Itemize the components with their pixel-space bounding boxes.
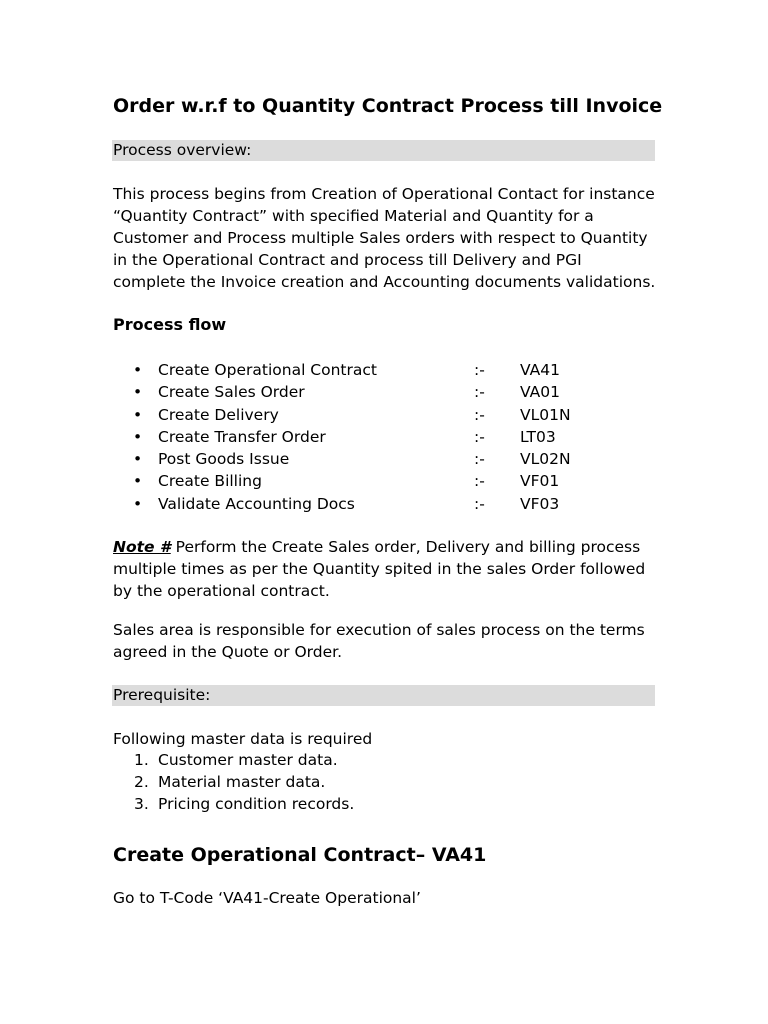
bullet-icon: •: [133, 383, 143, 402]
step-separator: :-: [474, 361, 485, 379]
prerequisite-heading-bar: [112, 685, 655, 706]
item-number: 2.: [134, 773, 149, 791]
process-overview-heading: Process overview:: [113, 141, 252, 159]
document-title: Order w.r.f to Quantity Contract Process till Invoice: [113, 95, 663, 117]
paragraph-line: Following master data is required: [113, 730, 373, 748]
step-separator: :-: [474, 472, 485, 491]
process-flow-heading: Process flow: [113, 315, 227, 334]
bullet-icon: •: [133, 427, 143, 446]
paragraph-line: Customer and Process multiple Sales orders with respect to Quantity: [113, 229, 648, 247]
bullet-icon: •: [133, 472, 143, 491]
step-label: Create Billing: [158, 472, 262, 491]
step-separator: :-: [474, 494, 485, 513]
step-label: Post Goods Issue: [158, 450, 290, 469]
step-separator: :-: [474, 450, 485, 469]
note-line: [113, 536, 645, 558]
step-label: Create Transfer Order: [158, 427, 326, 446]
bullet-icon: •: [133, 450, 143, 469]
item-number: 1.: [134, 751, 149, 769]
step-separator: :-: [474, 405, 485, 424]
paragraph-line: in the Operational Contract and process till Delivery and PGI: [113, 251, 582, 269]
paragraph-line: agreed in the Quote or Order.: [113, 643, 343, 661]
bullet-icon: •: [133, 361, 143, 379]
item-text: Pricing condition records.: [158, 795, 355, 813]
step-tcode: VL02N: [520, 450, 571, 469]
section-heading: Create Operational Contract– VA41: [113, 844, 487, 866]
step-label: Validate Accounting Docs: [158, 494, 355, 513]
prerequisite-heading: Prerequisite:: [113, 686, 211, 704]
process-overview-paragraph: [113, 183, 655, 293]
item-text: Customer master data.: [158, 751, 338, 769]
step-tcode: VF03: [520, 494, 560, 513]
step-separator: :-: [474, 383, 485, 402]
paragraph-line: “Quantity Contract” with specified Material and Quantity for a: [113, 207, 594, 225]
item-text: Material master data.: [158, 773, 326, 791]
section-instruction: [113, 887, 421, 909]
step-label: Create Delivery: [158, 405, 279, 424]
step-label: Create Sales Order: [158, 383, 305, 402]
note-line: by the operational contract.: [113, 582, 330, 600]
paragraph-line: complete the Invoice creation and Accounting documents validations.: [113, 273, 656, 291]
note-text: Perform the Create Sales order, Delivery and billing process: [170, 538, 641, 556]
step-label: Create Operational Contract: [158, 361, 377, 379]
paragraph-line: Go to T-Code ‘VA41-Create Operational’: [113, 889, 421, 907]
note-label: Note #: [113, 538, 171, 556]
paragraph-line: This process begins from Creation of Operational Contact for instance: [113, 185, 655, 203]
step-tcode: VL01N: [520, 405, 571, 424]
step-separator: :-: [474, 427, 485, 446]
step-tcode: LT03: [520, 427, 556, 446]
bullet-icon: •: [133, 494, 143, 513]
step-tcode: VA01: [520, 383, 560, 402]
note-line: multiple times as per the Quantity spited in the sales Order followed: [113, 560, 646, 578]
process-overview-heading-bar: [112, 140, 655, 161]
paragraph-line: Sales area is responsible for execution of sales process on the terms: [113, 621, 645, 639]
note-paragraph: [113, 536, 645, 602]
step-tcode: VF01: [520, 472, 560, 491]
step-tcode: VA41: [520, 361, 560, 379]
sales-area-paragraph: [113, 619, 645, 663]
item-number: 3.: [134, 795, 149, 813]
prerequisite-intro: [113, 728, 372, 750]
bullet-icon: •: [133, 405, 143, 424]
